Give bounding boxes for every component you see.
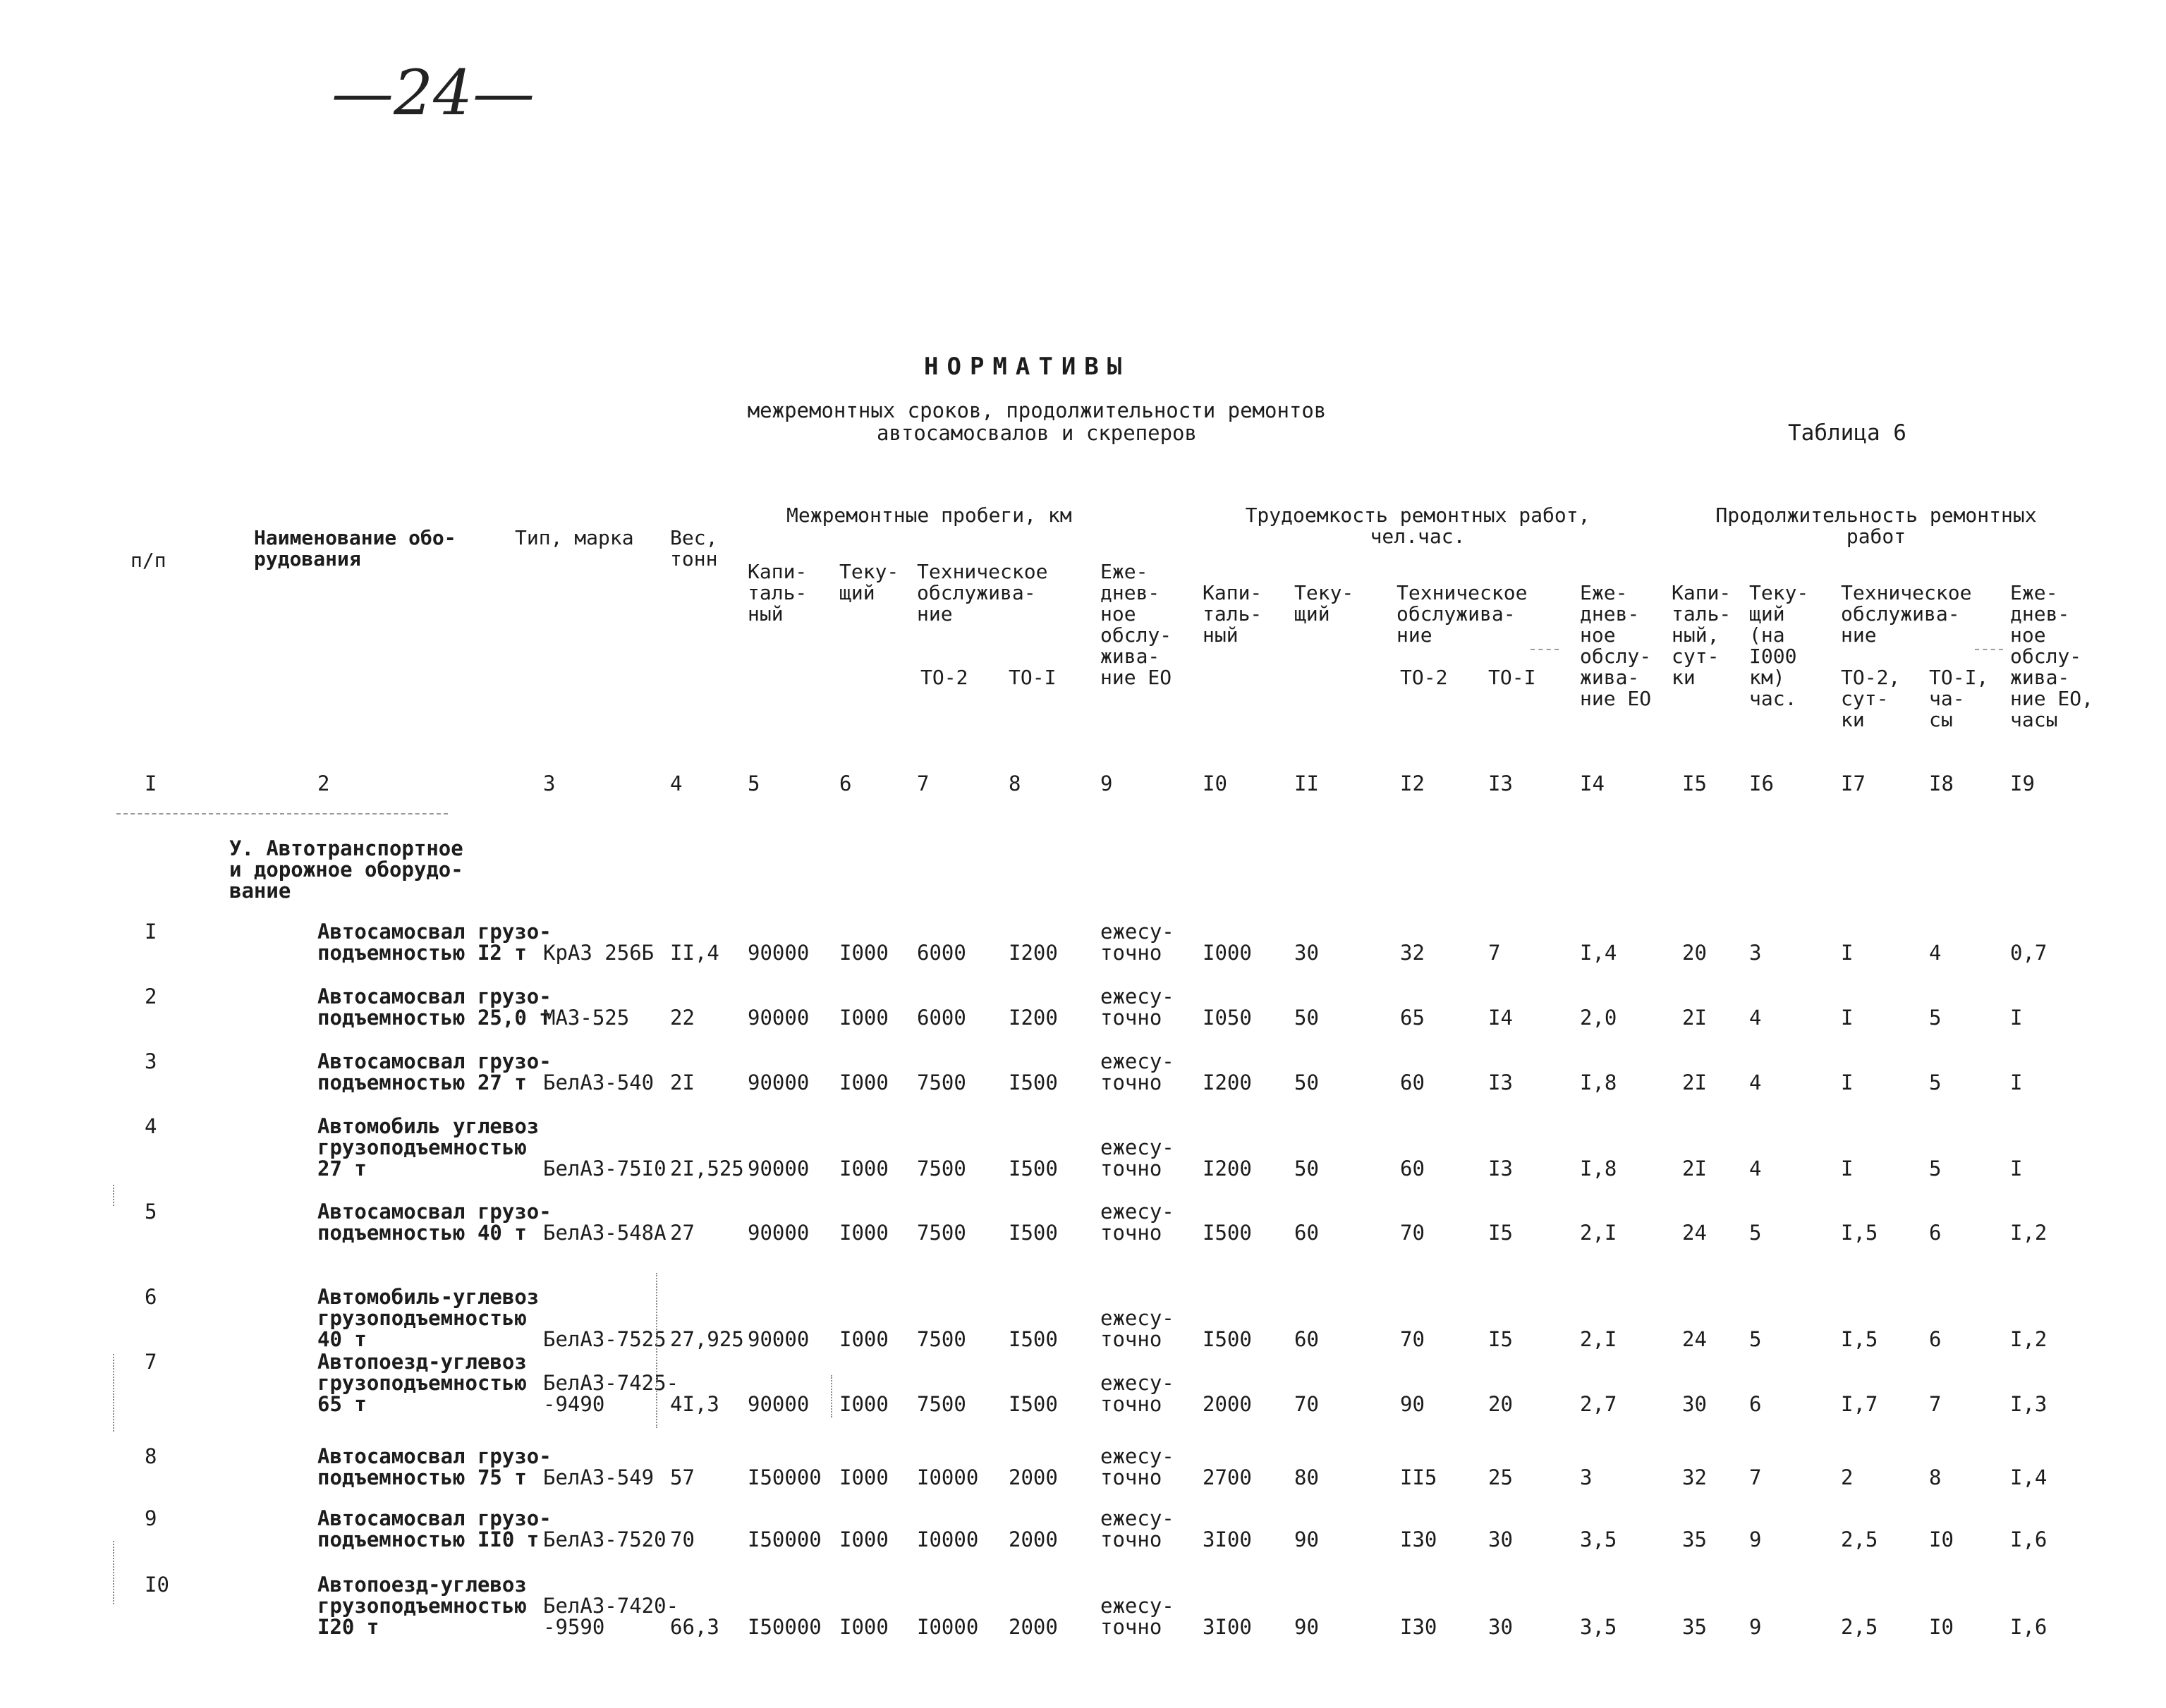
header-group-duration: Продолжительность ремонтных работ: [1715, 504, 2037, 548]
column-number-5: 5: [748, 771, 760, 795]
header-daily-duration: Еже- днев- ное обслу- жива- ние ЕО, часы: [2010, 581, 2094, 731]
cell-to1-duration: 6: [1929, 1327, 1942, 1351]
cell-current-run: I000: [839, 1070, 889, 1094]
cell-to1-run: I500: [1009, 1327, 1058, 1351]
cell-to1-labor: I5: [1488, 1221, 1513, 1245]
column-number-9: 9: [1100, 771, 1113, 795]
column-mark: [831, 1375, 832, 1417]
header-daily-labor: Еже- днев- ное обслу- жива- ние ЕО: [1580, 581, 1652, 710]
cell-weight: 2I: [670, 1070, 695, 1094]
cell-to2-labor: 70: [1400, 1221, 1425, 1245]
cell-current-labor: 90: [1294, 1615, 1319, 1639]
column-number-2: 2: [317, 771, 330, 795]
cell-daily-run: ежесу- точно: [1100, 920, 1174, 965]
header-name: Наименование обо- рудования: [254, 526, 456, 571]
column-number-8: 8: [1009, 771, 1021, 795]
cell-daily-labor: 2,7: [1580, 1392, 1617, 1416]
cell-to2-labor: 60: [1400, 1070, 1425, 1094]
cell-daily-labor: 2,0: [1580, 1006, 1617, 1030]
cell-daily-duration: I: [2010, 1070, 2023, 1094]
header-maintenance-run: Техническое обслужива- ние: [917, 560, 1048, 626]
cell-to1-duration: 5: [1929, 1006, 1942, 1030]
cell-name: Автопоезд-углевоз грузоподъемностью 65 т: [317, 1350, 527, 1416]
cell-to2-run: 6000: [917, 941, 966, 965]
cell-daily-duration: 0,7: [2010, 941, 2048, 965]
cell-type: БелАЗ-7420- -9590: [543, 1594, 679, 1639]
column-number-16: I6: [1749, 771, 1774, 795]
cell-to1-labor: 30: [1488, 1615, 1513, 1639]
header-np: п/п: [130, 549, 166, 572]
cell-capital-labor: I200: [1203, 1070, 1252, 1094]
cell-to2-run: I0000: [917, 1465, 979, 1489]
cell-name: Автосамосвал грузо- подъемностью I2 т: [317, 920, 552, 965]
cell-to2-run: 7500: [917, 1157, 966, 1181]
cell-daily-run: ежесу- точно: [1100, 1506, 1174, 1551]
cell-current-run: I000: [839, 1221, 889, 1245]
cell-num: 8: [145, 1444, 157, 1468]
cell-to1-labor: I4: [1488, 1006, 1513, 1030]
cell-type: БелАЗ-75I0: [543, 1157, 667, 1181]
cell-weight: 2I,525: [670, 1157, 744, 1181]
cell-to1-labor: 30: [1488, 1527, 1513, 1551]
cell-to2-labor: 65: [1400, 1006, 1425, 1030]
header-maintenance-duration: Техническое обслужива- ние: [1841, 581, 1972, 647]
header-group-labor: Трудоемкость ремонтных работ, чел.час.: [1245, 504, 1590, 548]
cell-weight: 66,3: [670, 1615, 719, 1639]
table-label: Таблица 6: [1788, 420, 1906, 446]
cell-to1-run: I500: [1009, 1392, 1058, 1416]
cell-daily-duration: I,6: [2010, 1615, 2048, 1639]
cell-capital-duration: 35: [1682, 1615, 1707, 1639]
cell-daily-duration: I,2: [2010, 1221, 2048, 1245]
cell-weight: 22: [670, 1006, 695, 1030]
cell-to2-duration: I: [1841, 941, 1854, 965]
cell-current-run: I000: [839, 1157, 889, 1181]
cell-to2-duration: 2,5: [1841, 1615, 1878, 1639]
cell-daily-run: ежесу- точно: [1100, 1135, 1174, 1181]
cell-current-run: I000: [839, 1527, 889, 1551]
cell-to2-duration: I: [1841, 1006, 1854, 1030]
cell-to2-labor: 70: [1400, 1327, 1425, 1351]
column-number-4: 4: [670, 771, 683, 795]
cell-capital-run: 90000: [748, 1392, 810, 1416]
header-to1-duration: ТО-I, ча- сы: [1929, 666, 1989, 731]
cell-to2-duration: I: [1841, 1070, 1854, 1094]
cell-current-labor: 50: [1294, 1070, 1319, 1094]
cell-capital-labor: 2000: [1203, 1392, 1252, 1416]
cell-daily-labor: 3: [1580, 1465, 1593, 1489]
table-title: НОРМАТИВЫ: [924, 353, 1131, 381]
cell-capital-duration: 35: [1682, 1527, 1707, 1551]
cell-num: 3: [145, 1049, 157, 1073]
cell-daily-labor: I,8: [1580, 1157, 1617, 1181]
cell-current-duration: 4: [1749, 1070, 1762, 1094]
cell-capital-run: 90000: [748, 941, 810, 965]
cell-type: БелАЗ-548А: [543, 1221, 667, 1245]
cell-capital-run: I50000: [748, 1527, 822, 1551]
cell-weight: 4I,3: [670, 1392, 719, 1416]
cell-type: БелАЗ-7525: [543, 1327, 667, 1351]
cell-to1-run: 2000: [1009, 1527, 1058, 1551]
cell-to1-labor: I5: [1488, 1327, 1513, 1351]
cell-to2-duration: I,5: [1841, 1327, 1878, 1351]
cell-num: 7: [145, 1350, 157, 1374]
cell-capital-labor: 2700: [1203, 1465, 1252, 1489]
cell-capital-labor: I500: [1203, 1327, 1252, 1351]
cell-to1-run: I500: [1009, 1221, 1058, 1245]
cell-capital-duration: 2I: [1682, 1157, 1707, 1181]
cell-to2-run: 7500: [917, 1221, 966, 1245]
table-subtitle: межремонтных сроков, продолжительности ремонтов автосамосвалов и скреперов: [747, 398, 1327, 445]
cell-daily-duration: I,3: [2010, 1392, 2048, 1416]
cell-weight: 27,925: [670, 1327, 744, 1351]
cell-to1-duration: 5: [1929, 1070, 1942, 1094]
cell-to2-run: 6000: [917, 1006, 966, 1030]
cell-to1-duration: 4: [1929, 941, 1942, 965]
cell-capital-labor: I500: [1203, 1221, 1252, 1245]
cell-daily-run: ежесу- точно: [1100, 1306, 1174, 1351]
cell-daily-labor: 3,5: [1580, 1527, 1617, 1551]
cell-capital-duration: 2I: [1682, 1006, 1707, 1030]
cell-capital-labor: I000: [1203, 941, 1252, 965]
cell-to2-run: I0000: [917, 1615, 979, 1639]
header-capital-labor: Капи- таль- ный: [1203, 581, 1263, 647]
cell-daily-run: ежесу- точно: [1100, 1594, 1174, 1639]
cell-to1-duration: I0: [1929, 1527, 1954, 1551]
cell-current-duration: 5: [1749, 1327, 1762, 1351]
cell-daily-labor: 2,I: [1580, 1327, 1617, 1351]
cell-to1-duration: I0: [1929, 1615, 1954, 1639]
cell-daily-duration: I,6: [2010, 1527, 2048, 1551]
cell-daily-duration: I,4: [2010, 1465, 2048, 1489]
cell-to2-duration: I,5: [1841, 1221, 1878, 1245]
cell-daily-labor: 2,I: [1580, 1221, 1617, 1245]
cell-current-labor: 70: [1294, 1392, 1319, 1416]
cell-to2-labor: II5: [1400, 1465, 1437, 1489]
cell-name: Автосамосвал грузо- подъемностью 25,0 т: [317, 984, 552, 1030]
column-number-11: II: [1294, 771, 1319, 795]
cell-daily-duration: I: [2010, 1006, 2023, 1030]
cell-current-duration: 4: [1749, 1006, 1762, 1030]
cell-capital-duration: 2I: [1682, 1070, 1707, 1094]
cell-capital-duration: 30: [1682, 1392, 1707, 1416]
section-title: У. Автотранспортное и дорожное оборудо- вание: [229, 836, 463, 903]
header-to2-labor: ТО-2: [1400, 666, 1448, 689]
column-number-13: I3: [1488, 771, 1513, 795]
column-mark: [656, 1273, 657, 1428]
cell-to1-run: 2000: [1009, 1465, 1058, 1489]
header-capital-run: Капи- таль- ный: [748, 560, 808, 626]
cell-capital-run: I50000: [748, 1615, 822, 1639]
column-number-6: 6: [839, 771, 852, 795]
cell-to1-labor: 25: [1488, 1465, 1513, 1489]
cell-type: БелАЗ-7520: [543, 1527, 667, 1551]
cell-capital-run: I50000: [748, 1465, 822, 1489]
cell-to1-labor: 7: [1488, 941, 1501, 965]
header-rule: [1531, 649, 1559, 650]
cell-name: Автосамосвал грузо- подъемностью II0 т: [317, 1506, 552, 1551]
cell-type: МАЗ-525: [543, 1006, 630, 1030]
header-to1-run: ТО-I: [1009, 666, 1057, 689]
cell-capital-duration: 32: [1682, 1465, 1707, 1489]
cell-name: Автосамосвал грузо- подъемностью 40 т: [317, 1200, 552, 1245]
cell-num: 2: [145, 984, 157, 1008]
cell-daily-run: ежесу- точно: [1100, 1371, 1174, 1416]
cell-current-duration: 4: [1749, 1157, 1762, 1181]
cell-to2-labor: 90: [1400, 1392, 1425, 1416]
cell-capital-labor: I050: [1203, 1006, 1252, 1030]
column-number-17: I7: [1841, 771, 1866, 795]
header-to2-duration: ТО-2, сут- ки: [1841, 666, 1901, 731]
cell-current-labor: 60: [1294, 1221, 1319, 1245]
cell-capital-duration: 24: [1682, 1327, 1707, 1351]
cell-to2-labor: I30: [1400, 1527, 1437, 1551]
cell-num: 4: [145, 1114, 157, 1138]
cell-type: БелАЗ-549: [543, 1465, 655, 1489]
column-number-10: I0: [1203, 771, 1227, 795]
cell-current-duration: 9: [1749, 1615, 1762, 1639]
cell-capital-run: 90000: [748, 1006, 810, 1030]
cell-current-run: I000: [839, 1615, 889, 1639]
cell-to1-run: I500: [1009, 1157, 1058, 1181]
cell-to2-duration: 2,5: [1841, 1527, 1878, 1551]
cell-to2-duration: I,7: [1841, 1392, 1878, 1416]
cell-capital-run: 90000: [748, 1221, 810, 1245]
header-group-probeg: Межремонтные пробеги, км: [786, 504, 1072, 527]
cell-num: I: [145, 920, 157, 944]
cell-num: 6: [145, 1285, 157, 1309]
cell-num: 5: [145, 1200, 157, 1224]
cell-daily-run: ежесу- точно: [1100, 1444, 1174, 1489]
header-capital-duration: Капи- таль- ный, сут- ки: [1672, 581, 1732, 689]
cell-to1-duration: 5: [1929, 1157, 1942, 1181]
cell-type: БелАЗ-7425- -9490: [543, 1371, 679, 1416]
cell-daily-run: ежесу- точно: [1100, 1049, 1174, 1094]
cell-current-duration: 6: [1749, 1392, 1762, 1416]
cell-weight: 27: [670, 1221, 695, 1245]
cell-name: Автосамосвал грузо- подъемностью 27 т: [317, 1049, 552, 1094]
cell-current-labor: 30: [1294, 941, 1319, 965]
cell-to1-run: I200: [1009, 941, 1058, 965]
cell-capital-duration: 24: [1682, 1221, 1707, 1245]
cell-current-duration: 7: [1749, 1465, 1762, 1489]
cell-current-run: I000: [839, 941, 889, 965]
cell-to2-duration: I: [1841, 1157, 1854, 1181]
header-maintenance-labor: Техническое обслужива- ние: [1397, 581, 1528, 647]
header-to1-labor: ТО-I: [1488, 666, 1536, 689]
margin-mark: [113, 1354, 114, 1432]
page-number: —24—: [331, 56, 535, 129]
cell-to2-run: I0000: [917, 1527, 979, 1551]
cell-weight: 57: [670, 1465, 695, 1489]
cell-name: Автомобиль-углевоз грузоподъемностью 40 т: [317, 1285, 540, 1351]
cell-daily-duration: I: [2010, 1157, 2023, 1181]
cell-to1-duration: 7: [1929, 1392, 1942, 1416]
cell-current-labor: 50: [1294, 1006, 1319, 1030]
cell-current-run: I000: [839, 1465, 889, 1489]
cell-to2-duration: 2: [1841, 1465, 1854, 1489]
cell-current-labor: 60: [1294, 1327, 1319, 1351]
column-number-18: I8: [1929, 771, 1954, 795]
cell-current-labor: 80: [1294, 1465, 1319, 1489]
column-number-19: I9: [2010, 771, 2035, 795]
header-rule: [1975, 649, 2003, 650]
cell-weight: II,4: [670, 941, 719, 965]
cell-type: КрАЗ 256Б: [543, 941, 655, 965]
cell-to1-run: I500: [1009, 1070, 1058, 1094]
cell-current-run: I000: [839, 1006, 889, 1030]
column-number-1: I: [145, 771, 157, 795]
cell-daily-run: ежесу- точно: [1100, 984, 1174, 1030]
cell-to1-run: I200: [1009, 1006, 1058, 1030]
header-current-labor: Теку- щий: [1294, 581, 1354, 626]
cell-to2-run: 7500: [917, 1070, 966, 1094]
cell-name: Автомобиль углевоз грузоподъемностью 27 т: [317, 1114, 540, 1181]
cell-to2-labor: I30: [1400, 1615, 1437, 1639]
cell-capital-run: 90000: [748, 1327, 810, 1351]
cell-capital-labor: 3I00: [1203, 1615, 1252, 1639]
cell-to2-run: 7500: [917, 1392, 966, 1416]
header-to2-run: ТО-2: [920, 666, 968, 689]
cell-current-run: I000: [839, 1392, 889, 1416]
cell-current-run: I000: [839, 1327, 889, 1351]
header-current-duration: Теку- щий (на I000 км) час.: [1749, 581, 1809, 710]
cell-current-duration: 5: [1749, 1221, 1762, 1245]
cell-type: БелАЗ-540: [543, 1070, 655, 1094]
cell-capital-duration: 20: [1682, 941, 1707, 965]
cell-name: Автосамосвал грузо- подъемностью 75 т: [317, 1444, 552, 1489]
column-number-7: 7: [917, 771, 930, 795]
cell-daily-labor: I,4: [1580, 941, 1617, 965]
column-number-14: I4: [1580, 771, 1605, 795]
cell-capital-labor: 3I00: [1203, 1527, 1252, 1551]
cell-to2-labor: 60: [1400, 1157, 1425, 1181]
cell-num: I0: [145, 1573, 169, 1597]
cell-to1-duration: 6: [1929, 1221, 1942, 1245]
cell-current-duration: 3: [1749, 941, 1762, 965]
cell-to2-labor: 32: [1400, 941, 1425, 965]
cell-capital-run: 90000: [748, 1157, 810, 1181]
cell-current-labor: 90: [1294, 1527, 1319, 1551]
cell-daily-labor: I,8: [1580, 1070, 1617, 1094]
cell-name: Автопоезд-углевоз грузоподъемностью I20 т: [317, 1573, 527, 1639]
margin-mark: [113, 1541, 114, 1604]
cell-to1-labor: I3: [1488, 1070, 1513, 1094]
cell-daily-duration: I,2: [2010, 1327, 2048, 1351]
header-type: Тип, марка: [515, 526, 634, 549]
cell-capital-labor: I200: [1203, 1157, 1252, 1181]
cell-to1-duration: 8: [1929, 1465, 1942, 1489]
header-weight: Вес, тонн: [670, 526, 718, 571]
cell-to1-labor: I3: [1488, 1157, 1513, 1181]
column-number-3: 3: [543, 771, 556, 795]
column-number-12: I2: [1400, 771, 1425, 795]
cell-num: 9: [145, 1506, 157, 1530]
cell-current-duration: 9: [1749, 1527, 1762, 1551]
header-current-run: Теку- щий: [839, 560, 899, 604]
cell-to1-run: 2000: [1009, 1615, 1058, 1639]
column-number-15: I5: [1682, 771, 1707, 795]
cell-to2-run: 7500: [917, 1327, 966, 1351]
header-daily-run: Еже- днев- ное обслу- жива- ние ЕО: [1100, 560, 1172, 689]
cell-daily-run: ежесу- точно: [1100, 1200, 1174, 1245]
cell-current-labor: 50: [1294, 1157, 1319, 1181]
margin-mark: [113, 1185, 114, 1206]
column-numbers-rule: [116, 813, 448, 815]
cell-daily-labor: 3,5: [1580, 1615, 1617, 1639]
cell-capital-run: 90000: [748, 1070, 810, 1094]
cell-weight: 70: [670, 1527, 695, 1551]
cell-to1-labor: 20: [1488, 1392, 1513, 1416]
